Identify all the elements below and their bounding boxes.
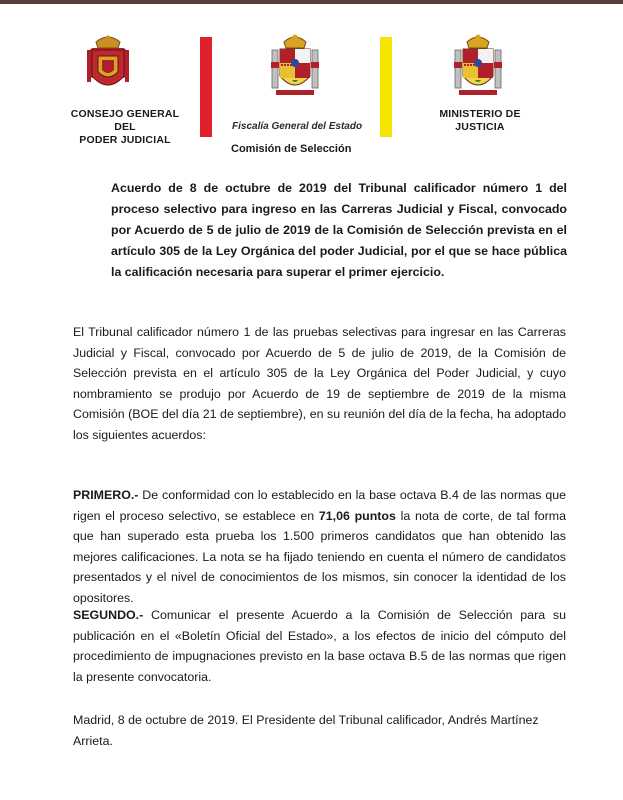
org-cgpj: [60, 108, 190, 147]
spain-coat-of-arms-icon: [453, 32, 503, 102]
primero-paragraph: [73, 485, 566, 608]
intro-paragraph: El Tribunal calificador número 1 de las pruebas selectivas para ingresar en las Carreras Judicial y Fiscal, convocado por Acuerdo de 5 de julio de 2019, de la Comisión de Selección prevista en el artículo 305 de la Ley Orgánica del Poder Judicial, y cuyo nombramiento se produjo por Acuerdo de 19 de septiembre de 2019 de la misma Comisión (BOE del día 21 de septiembre), en su reunión del día de la fecha, ha adoptado los siguientes acuerdos:: [73, 325, 566, 442]
cgpj-crest-icon: [86, 32, 130, 98]
org-ministerio: [425, 108, 535, 134]
signature-line: Madrid, 8 de octubre de 2019. El Presidente del Tribunal calificador, Andrés Martínez Arrieta.: [73, 713, 539, 748]
segundo-paragraph: [73, 605, 566, 687]
org-ministerio-line2: JUSTICIA: [455, 121, 505, 133]
document-title: Acuerdo de 8 de octubre de 2019 del Tribunal calificador número 1 del proceso selectivo para ingreso en las Carreras Judicial y Fiscal, convocado por Acuerdo de 5 de julio de 2019 de la Comisión de Selección prevista en el artículo 305 de la Ley Orgánica del poder Judicial, por el que se hace pública la calificación necesaria para superar el primer ejercicio.: [111, 181, 567, 279]
org-fiscalia: Fiscalía General del Estado: [232, 121, 363, 132]
red-flag-bar: [200, 37, 212, 137]
segundo-label: SEGUNDO.-: [73, 608, 144, 622]
spain-coat-of-arms-icon: [270, 32, 320, 102]
org-cgpj-line2: PODER JUDICIAL: [79, 134, 171, 146]
cutoff-score: 71,06 puntos: [318, 508, 396, 523]
segundo-text: Comunicar el presente Acuerdo a la Comisión de Selección para su publicación en el «Boletín Oficial del Estado», a los efectos de inicio del cómputo del procedimiento de impugnaciones previsto en la base octava B.5 de las normas que rigen la presente convocatoria.: [73, 608, 566, 684]
yellow-flag-bar: [380, 37, 392, 137]
letterhead: [0, 0, 623, 160]
commission-heading: Comisión de Selección: [231, 143, 352, 155]
org-ministerio-line1: MINISTERIO DE: [439, 108, 521, 120]
primero-text-b: la nota de corte, de tal forma que han superado esta prueba los 1.500 primeros candidatos que han obtenido las mejores calificaciones. La nota se ha fijado teniendo en cuenta el número de candidatos presentados y el nivel de conocimientos de los mismos, sin conocer la identidad de los opositores.: [73, 508, 567, 605]
primero-label: PRIMERO.-: [73, 488, 139, 502]
primero-text-a: De conformidad con lo establecido en la base octava B.4 de las normas que rigen el proceso selectivo, se establece en: [73, 488, 566, 523]
org-cgpj-line1: CONSEJO GENERAL DEL: [70, 108, 180, 133]
